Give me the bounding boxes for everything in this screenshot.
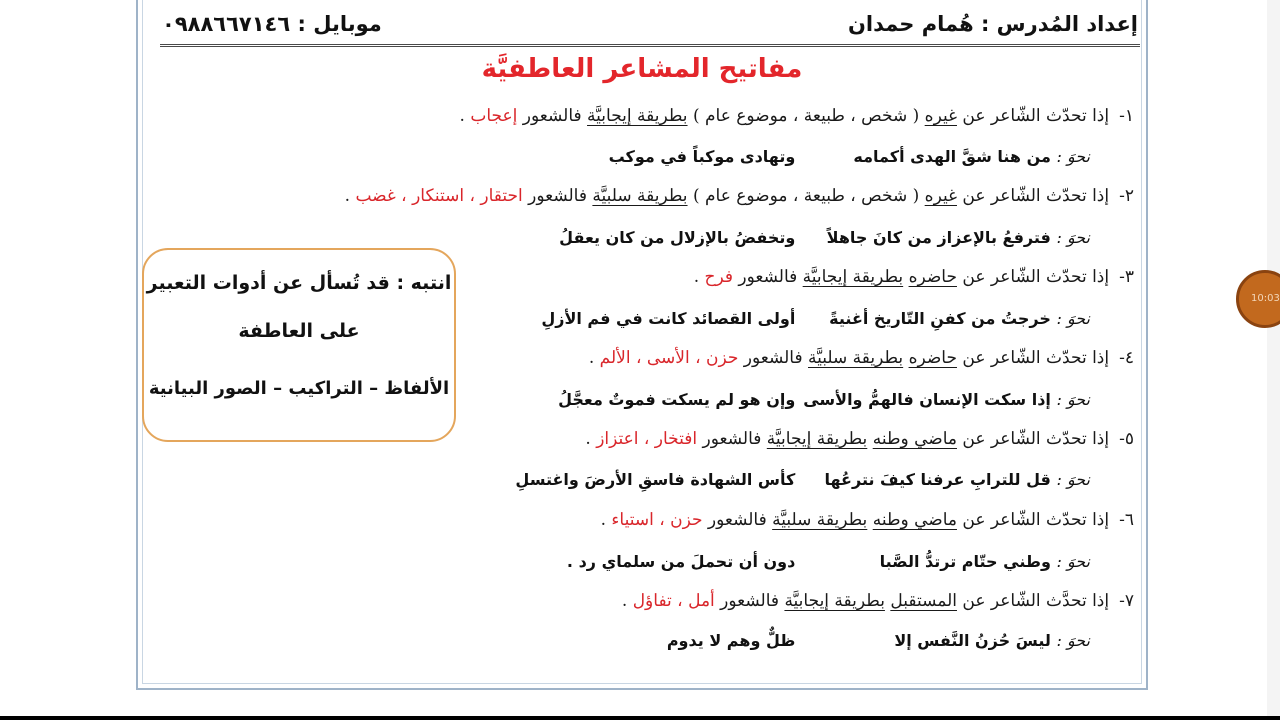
rule-2: ٢-إذا تحدّث الشّاعر عن غيره ( شخص ، طبيعة ، موضوع عام ) بطريقة سلبيَّة فالشعور احتقار ، استنكار ، غضب . [344, 186, 1134, 206]
rule-topic: غيره [924, 106, 957, 126]
hemistich-second: وإن هو لم يسكت فموتٌ معجَّلُ [558, 390, 796, 409]
note-line-3: الألفاظ – التراكيب – الصور البيانية [148, 378, 450, 399]
hemistich-second: وتخفضُ بالإزلال من كان يعقلُ [559, 228, 796, 247]
bottom-edge-strip [0, 716, 1280, 720]
attention-note-box [142, 248, 456, 442]
example-label: نحوَ : [1056, 470, 1090, 489]
example-7 [667, 631, 1090, 650]
rule-1: ١-إذا تحدّث الشّاعر عن غيره ( شخص ، طبيعة ، موضوع عام ) بطريقة إيجابيَّة فالشعور إعجاب . [459, 106, 1134, 126]
rule-number: ٥- [1119, 429, 1134, 449]
example-6 [567, 552, 1090, 571]
example-3 [541, 309, 1090, 328]
rule-topic: غيره [924, 186, 957, 206]
rule-feeling: احتقار ، استنكار ، غضب [355, 186, 523, 206]
hemistich-first: خرجتُ من كفنِ التّاريخ أغنيةً [829, 309, 1051, 328]
rule-feeling: حزن ، استياء [611, 510, 703, 530]
hemistich-second: أولى القصائد كانت في فم الأزلِ [541, 309, 796, 328]
rule-manner: بطريقة سلبيَّة [808, 348, 904, 368]
right-edge-strip [1267, 0, 1280, 720]
rule-number: ٧- [1119, 591, 1134, 611]
hemistich-first: إذا سكت الإنسان فالهمُّ والأسى [803, 390, 1051, 409]
rule-topic: حاضره [908, 348, 957, 368]
teacher-name: إعداد المُدرس : هُمام حمدان [847, 12, 1138, 36]
rule-number: ٢- [1119, 186, 1134, 206]
hemistich-first: من هنا شقَّ الهدى أكمامه [853, 147, 1051, 166]
example-label: نحوَ : [1056, 309, 1090, 328]
hemistich-first: فترفعُ بالإعزاز من كانَ جاهلاً [826, 228, 1051, 247]
rule-topic: ماضي وطنه [872, 429, 957, 449]
hemistich-first: ليسَ حُزنُ النَّفس إلا [894, 631, 1051, 650]
rule-feeling: أمل ، تفاؤل [632, 591, 715, 611]
hemistich-second: كأس الشهادة فاسقِ الأرضَ واغتسلِ [515, 470, 796, 489]
header-divider [160, 44, 1140, 47]
note-line-1: انتبه : قد تُسأل عن أدوات التعبير [146, 272, 452, 294]
rule-7: ٧-إذا تحدَّث الشّاعر عن المستقبل بطريقة إيجابيَّة فالشعور أمل ، تفاؤل . [621, 591, 1134, 611]
rule-6: ٦-إذا تحدّث الشّاعر عن ماضي وطنه بطريقة سلبيَّة فالشعور حزن ، استياء . [600, 510, 1134, 530]
rule-manner: بطريقة إيجابيَّة [802, 267, 904, 287]
rule-number: ١- [1119, 106, 1134, 126]
rule-manner: بطريقة سلبيَّة [772, 510, 868, 530]
hemistich-first: وطني حتّام ترتدُّ الصَّبا [879, 552, 1051, 571]
rule-4: ٤-إذا تحدّث الشّاعر عن حاضره بطريقة سلبيَّة فالشعور حزن ، الأسى ، الألم . [588, 348, 1134, 368]
rule-topic: حاضره [908, 267, 957, 287]
rule-topic: المستقبل [890, 591, 957, 611]
page-title: مفاتيح المشاعر العاطفيَّة [481, 54, 803, 84]
example-label: نحوَ : [1056, 147, 1090, 166]
rule-feeling: افتخار ، اعتزاز [596, 429, 698, 449]
example-label: نحوَ : [1056, 631, 1090, 650]
note-line-2: على العاطفة [238, 320, 360, 342]
rule-5: ٥-إذا تحدّث الشّاعر عن ماضي وطنه بطريقة إيجابيَّة فالشعور افتخار ، اعتزاز . [585, 429, 1134, 449]
example-label: نحوَ : [1056, 228, 1090, 247]
rule-manner: بطريقة إيجابيَّة [784, 591, 885, 611]
rule-feeling: حزن ، الأسى ، الألم [599, 348, 739, 368]
example-label: نحوَ : [1056, 552, 1090, 571]
hemistich-second: ظلٌّ وهم لا يدوم [666, 631, 796, 650]
example-1 [609, 147, 1090, 166]
rule-topic: ماضي وطنه [872, 510, 957, 530]
example-label: نحوَ : [1056, 390, 1090, 409]
rule-manner: بطريقة إيجابيَّة [587, 106, 688, 126]
mobile-number: موبايل : ٠٩٨٨٦٦٧١٤٦ [162, 12, 382, 36]
floating-timer-bubble[interactable]: 10:03 [1236, 270, 1280, 328]
rule-feeling: فرح [704, 267, 733, 287]
example-4 [558, 390, 1090, 409]
rule-manner: بطريقة سلبيَّة [592, 186, 688, 206]
rule-manner: بطريقة إيجابيَّة [766, 429, 868, 449]
hemistich-first: قل للترابِ عرفنا كيفَ نترعُها [824, 470, 1051, 489]
rule-number: ٣- [1119, 267, 1134, 287]
rule-number: ٦- [1119, 510, 1134, 530]
rule-3: ٣-إذا تحدّث الشّاعر عن حاضره بطريقة إيجابيَّة فالشعور فرح . [693, 267, 1134, 287]
rule-number: ٤- [1119, 348, 1134, 368]
hemistich-second: دون أن تحملَ من سلماي رد . [566, 552, 796, 571]
rule-feeling: إعجاب [470, 106, 518, 126]
example-5 [515, 470, 1090, 489]
hemistich-second: وتهادى موكباً في موكب [608, 147, 796, 166]
example-2 [559, 228, 1090, 247]
